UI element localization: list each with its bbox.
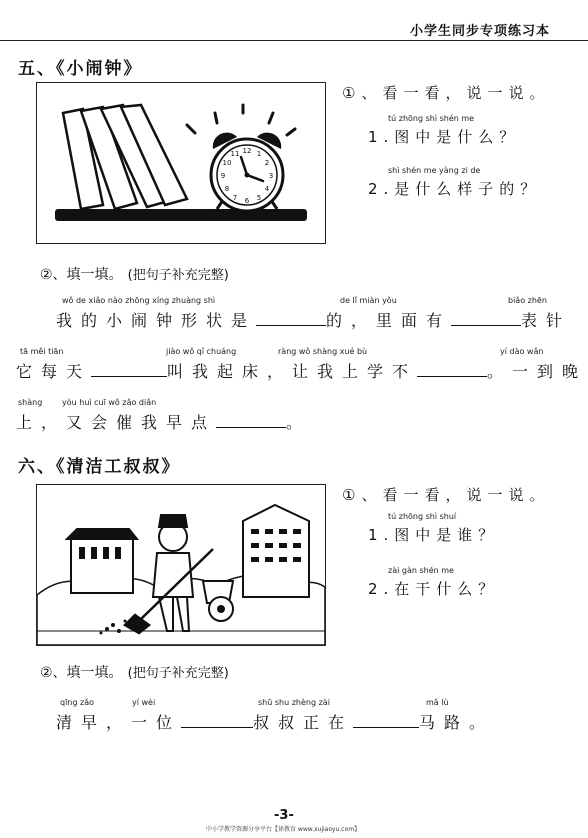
alarm-clock-picture [36,82,326,244]
section6-row1-text-a: 清早，一位 [56,713,182,732]
section6-row1 [56,710,494,733]
section6-fill-heading: ②、填一填。 [40,665,123,681]
svg-text:4: 4 [264,185,270,193]
street-cleaner-picture [36,484,326,646]
section6-blank-doing[interactable] [353,713,419,728]
section5-row2-pinyin-c: ràng wǒ shàng xué bù [278,347,368,356]
street-cleaner-illustration [37,485,325,645]
section6-row1-pinyin-b: yí wèi [132,698,156,707]
section6-fill-heading-row [40,662,229,682]
section5-row1-pinyin-b: de lǐ miàn yǒu [340,296,397,305]
section5-blank-early[interactable] [216,413,286,428]
section5-fill-heading: ②、填一填。 [40,267,123,283]
svg-text:2: 2 [264,159,270,167]
section6-row1-text-b: 叔叔正在 [253,713,354,732]
svg-text:6: 6 [244,197,250,205]
section6-blank-who[interactable] [181,713,253,728]
section6-row1-text-c: 马路。 [419,713,495,732]
section6-fill-note: (把句子补充完整) [127,666,229,681]
section5-row1-text-c: 表针 [521,311,572,330]
section5-q1-pinyin: tú zhōng shì shén me [388,114,475,123]
section5-row2-text-a: 它每天 [16,362,92,381]
section5-row2-pinyin-d: yí dào wǎn [500,347,544,356]
section6-title: 六、《清洁工叔叔》 [18,457,181,477]
section5-row1 [56,308,571,331]
svg-text:1: 1 [256,150,262,158]
section6-row1-pinyin-d: mǎ lù [426,698,449,707]
section5-row3-pinyin-a: shàng [18,398,43,407]
section5-blank-shape[interactable] [256,311,326,326]
svg-text:9: 9 [220,172,226,180]
footer-source: 中小学教学资源分享平台【徐教育 www.xujiaoyu.com】 [206,826,361,833]
header-rule [0,40,588,41]
section5-title: 五、《小闹钟》 [18,59,143,79]
svg-text:10: 10 [222,159,232,167]
section5-q2-pinyin: shì shén me yàng zi de [388,166,481,175]
section5-q2: 2.是什么样子的？ [368,180,542,198]
section5-blank-contents[interactable] [451,311,521,326]
section5-row3-text-b: 。 [286,413,312,432]
section5-row3-pinyin-b: yòu huì cuī wǒ zǎo diǎn [62,398,157,407]
section5-row3-text-a: 上，又会催我早点 [16,413,217,432]
section5-row3 [16,410,311,433]
svg-text:7: 7 [232,194,238,202]
section6-q2-pinyin: zài gàn shén me [388,566,454,575]
section6-look-heading: ①、看一看，说一说。 [342,486,551,504]
section5-row2-pinyin-b: jiào wǒ qǐ chuáng [166,347,237,356]
section5-fill-note: (把句子补充完整) [127,268,229,283]
section5-row2-pinyin-a: tā měi tiān [20,347,64,356]
section6-q1: 1.图中是谁？ [368,526,500,544]
header-title: 小学生同步专项练习本 [409,24,550,39]
svg-text:5: 5 [256,194,262,202]
svg-text:8: 8 [224,185,230,193]
section5-row2 [16,359,587,382]
section6-row1-pinyin-a: qīng zǎo [60,698,94,707]
section5-row1-text-a: 我的小闹钟形状是 [56,311,257,330]
section5-blank-daily[interactable] [91,362,167,377]
svg-text:11: 11 [230,150,240,158]
section5-q1: 1.图中是什么？ [368,128,521,146]
section5-row1-text-b: 的，里面有 [326,311,452,330]
svg-text:12: 12 [242,147,252,155]
section6-q2: 2.在干什么？ [368,580,500,598]
section5-look-heading: ①、看一看，说一说。 [342,84,551,102]
section5-row1-pinyin-a: wǒ de xiǎo nào zhōng xíng zhuàng shì [62,296,216,305]
section6-row1-pinyin-c: shū shu zhèng zài [258,698,330,707]
svg-text:3: 3 [268,172,274,180]
section5-row1-pinyin-c: biǎo zhēn [508,296,547,305]
page-number: -3- [274,808,294,823]
section5-row2-text-b: 叫我起床，让我上学不 [167,362,418,381]
section5-row2-text-c: 。一到晚 [487,362,588,381]
section5-fill-heading-row [40,264,229,284]
section5-blank-late[interactable] [417,362,487,377]
section6-q1-pinyin: tú zhōng shì shuí [388,512,457,521]
alarm-clock-illustration [37,83,325,243]
